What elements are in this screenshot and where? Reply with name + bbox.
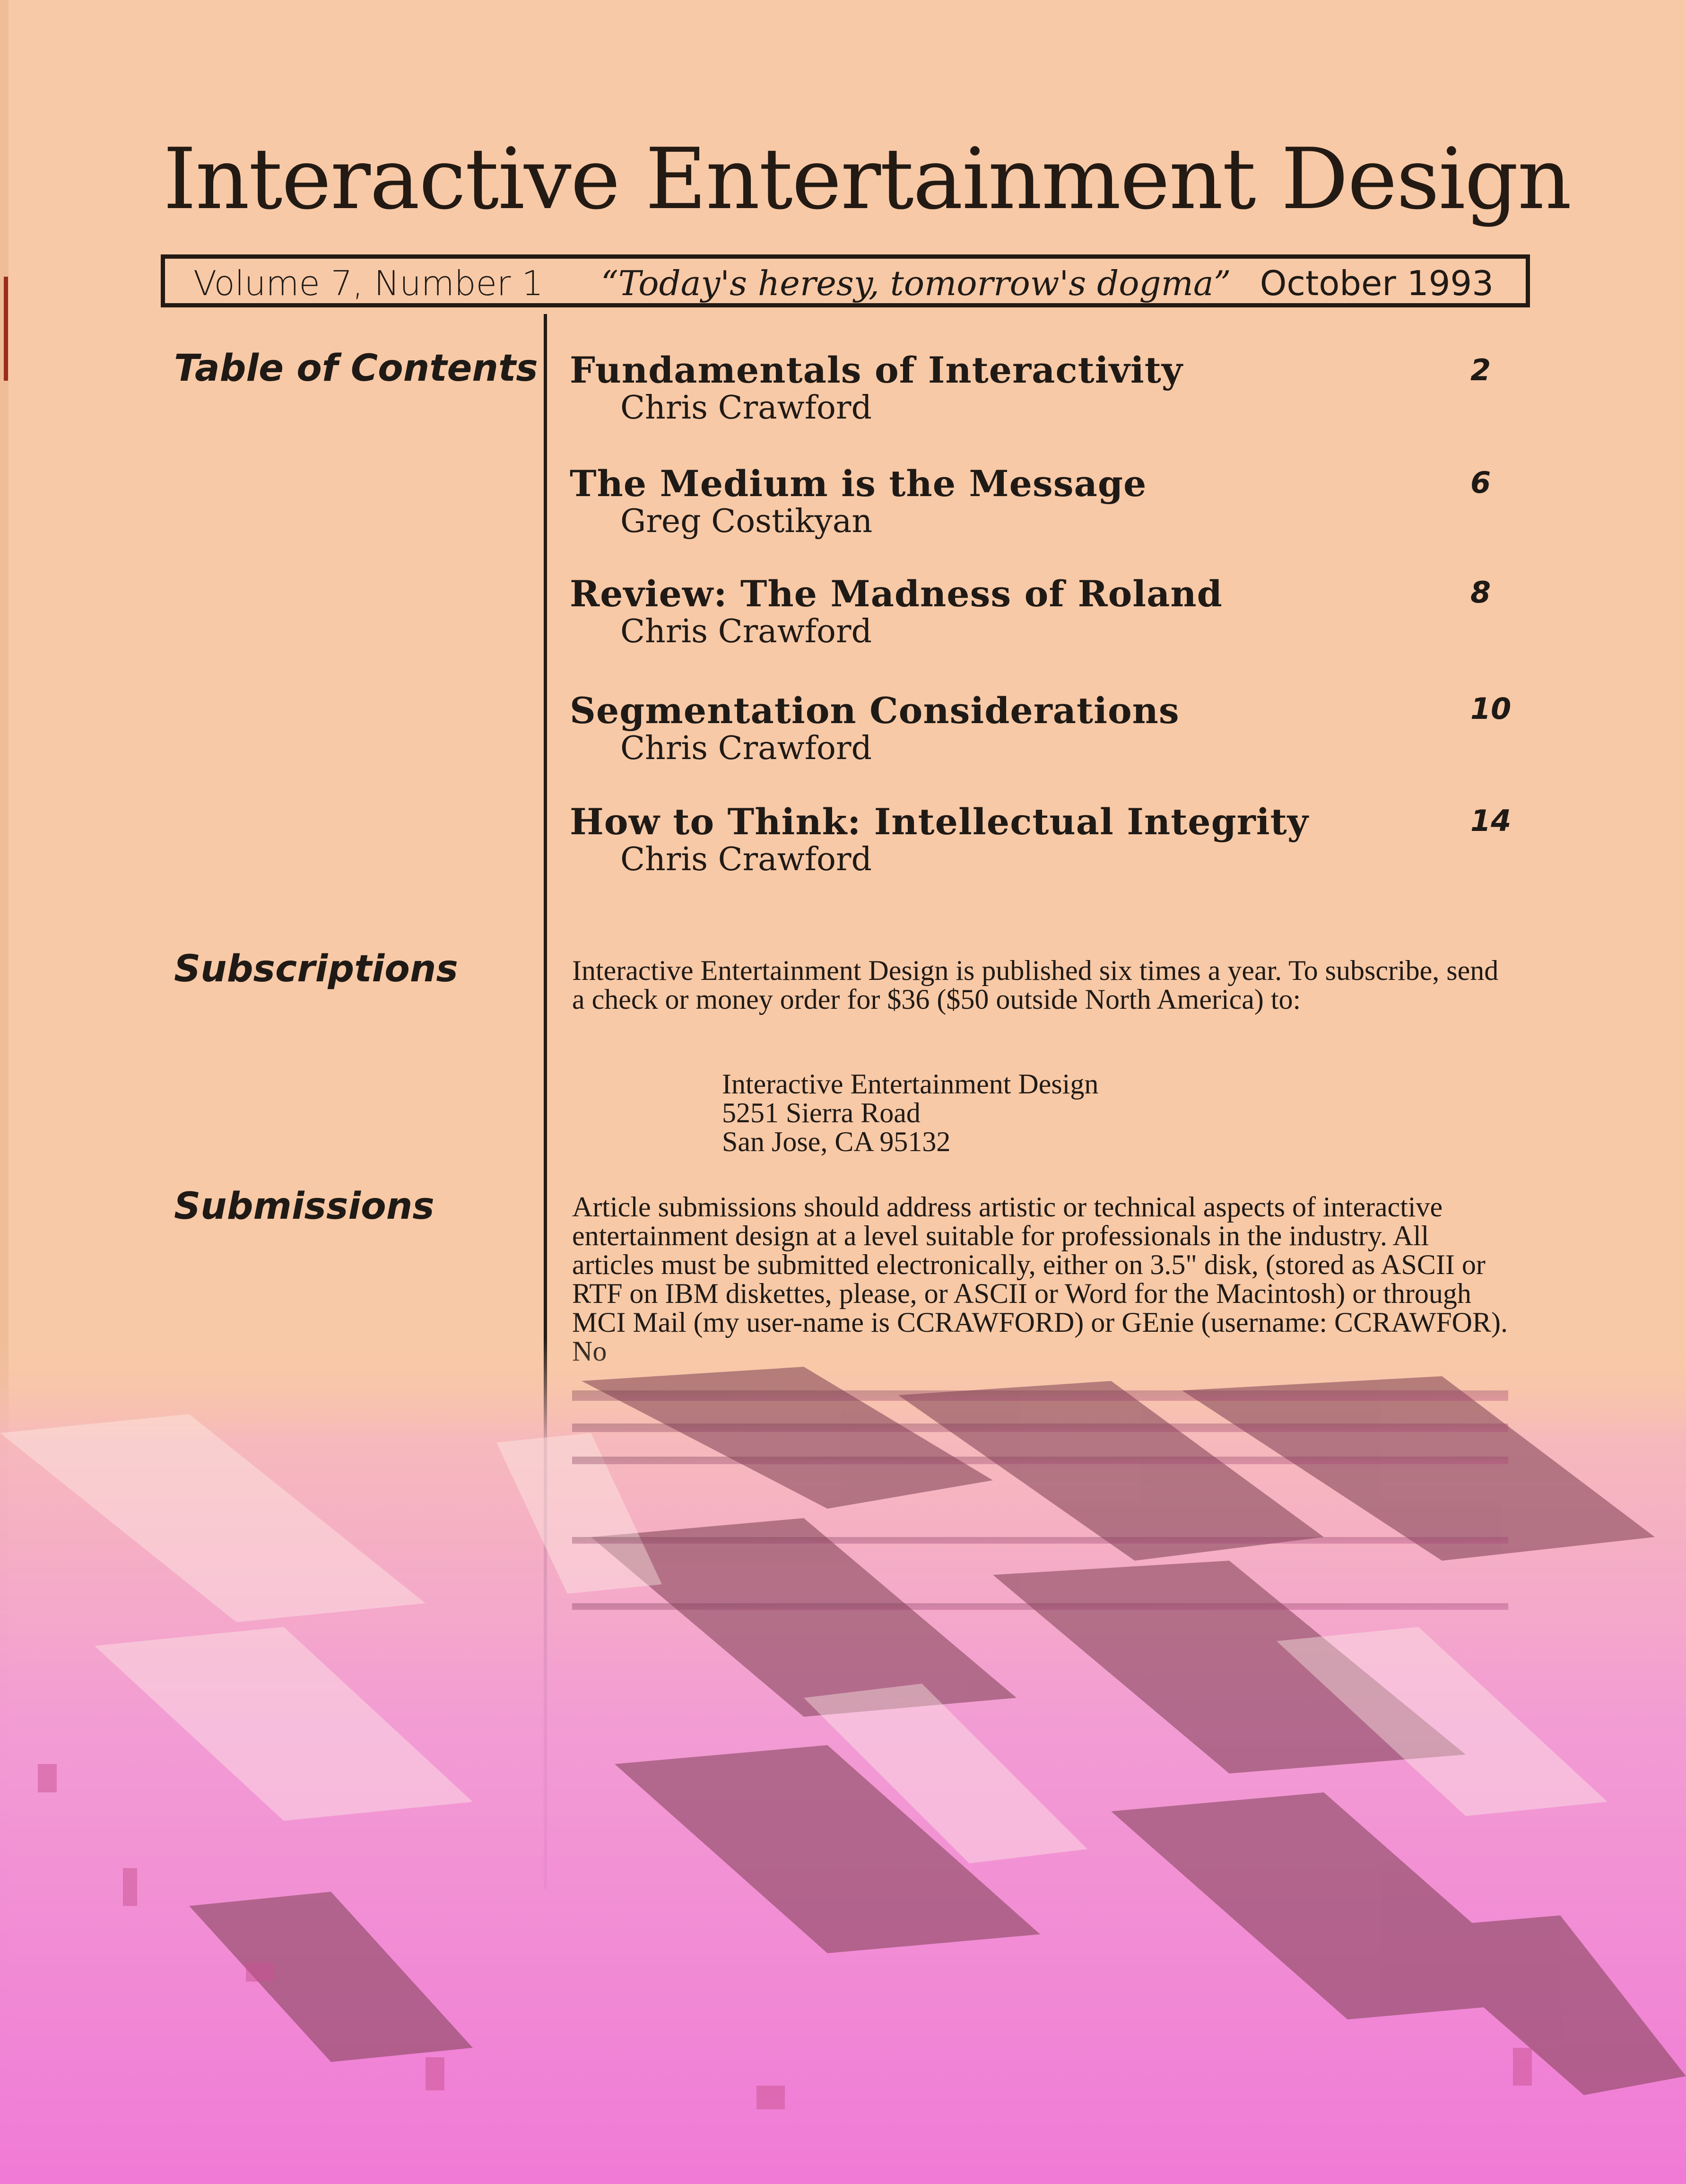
submissions-heading: Submissions xyxy=(174,1185,435,1228)
toc-entry[interactable] xyxy=(570,349,1515,427)
issue-info-bar xyxy=(161,254,1530,307)
toc-entry-page: 14 xyxy=(1470,804,1512,838)
issue-date: October 1993 xyxy=(1260,263,1494,303)
subscriptions-text: Interactive Entertainment Design is published six times a year. To subscribe, send a check or money order for $36 ($50 outside North America) to: xyxy=(572,955,1499,1015)
submissions-text: Article submissions should address artistic or technical aspects of interactive entertainment design at a level suitable for professionals in the industry. All articles must be submitted electronically, either on 3.5" disk, (stored as ASCII or RTF on IBM diskettes, please, or ASCII or Word for the Macintosh) or through MCI Mail (my user-name is CCRAWFORD) or GEnie (username: CCRAWFOR). xyxy=(572,1191,1508,1338)
toc-entry-page: 2 xyxy=(1470,353,1491,387)
toc-entry-title: Review: The Madness of Roland xyxy=(570,573,1223,615)
toc-entry[interactable] xyxy=(570,573,1515,650)
toc-entry-author: Chris Crawford xyxy=(620,730,872,767)
toc-entry-title: Fundamentals of Interactivity xyxy=(570,349,1183,391)
toc-entry-page: 10 xyxy=(1470,691,1512,726)
toc-entry-page: 8 xyxy=(1470,575,1491,610)
toc-entry-author: Chris Crawford xyxy=(620,613,872,650)
toc-entry-author: Chris Crawford xyxy=(620,841,872,878)
address-line: 5251 Sierra Road xyxy=(722,1097,921,1128)
address-line: San Jose, CA 95132 xyxy=(722,1126,951,1157)
tagline: “Today's heresy, tomorrow's dogma” xyxy=(601,263,1231,303)
masthead-title: Interactive Entertainment Design xyxy=(163,130,1571,228)
toc-entry-author: Greg Costikyan xyxy=(620,503,873,540)
toc-entry[interactable] xyxy=(570,801,1515,878)
toc-entry[interactable] xyxy=(570,463,1515,540)
toc-entry-title: The Medium is the Message xyxy=(570,463,1147,505)
toc-entry-author: Chris Crawford xyxy=(620,389,872,427)
toc-entry-title: How to Think: Intellectual Integrity xyxy=(570,801,1309,843)
toc-heading: Table of Contents xyxy=(174,347,538,390)
toc-entry[interactable] xyxy=(570,690,1515,767)
subscription-address xyxy=(722,1070,1431,1156)
volume-number: Volume 7, Number 1 xyxy=(193,263,544,303)
address-line: Interactive Entertainment Design xyxy=(722,1068,1099,1100)
toc-entry-page: 6 xyxy=(1470,465,1491,500)
toc-entry-title: Segmentation Considerations xyxy=(570,690,1180,732)
scan-damage-overlay xyxy=(0,1338,1686,2184)
binding-mark xyxy=(4,277,8,381)
subscriptions-heading: Subscriptions xyxy=(174,948,458,990)
